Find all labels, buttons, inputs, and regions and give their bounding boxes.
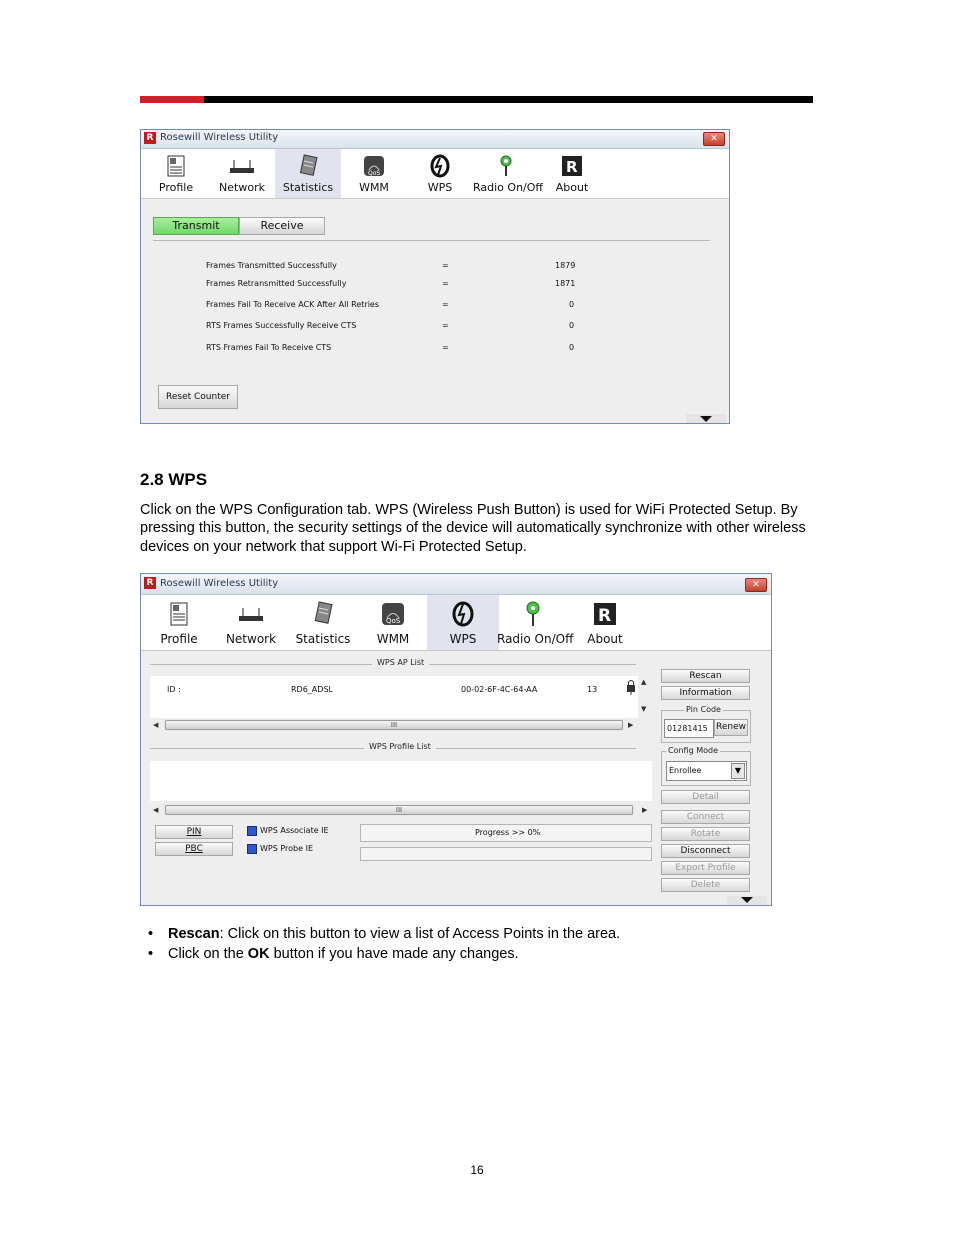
bullet-bold: OK — [247, 946, 270, 962]
ap-list-title: WPS AP List — [372, 658, 429, 667]
tool-wps[interactable] — [407, 149, 473, 198]
stat-equals: = — [442, 300, 449, 309]
wps-icon — [429, 154, 451, 178]
chevron-down-icon[interactable]: ▼ — [731, 763, 745, 779]
tool-profile[interactable] — [143, 149, 209, 198]
tool-label: Profile — [160, 632, 198, 646]
reset-counter-button[interactable]: Reset Counter — [158, 385, 238, 409]
profile-list-title: WPS Profile List — [364, 742, 436, 751]
config-mode-value: Enrollee — [669, 766, 702, 775]
ap-id-label: ID : — [167, 685, 181, 694]
tool-statistics[interactable] — [287, 595, 359, 650]
tool-statistics[interactable] — [275, 149, 341, 198]
config-mode-title: Config Mode — [668, 746, 719, 755]
statistics-icon — [313, 601, 333, 627]
bullet-text: button if you have made any changes. — [269, 946, 519, 962]
stat-value: 0 — [569, 321, 575, 330]
wps-associate-ie-label: WPS Associate IE — [260, 826, 329, 835]
radio-antenna-icon — [525, 600, 541, 628]
tool-label: WPS — [449, 632, 477, 646]
about-r-icon — [561, 155, 583, 177]
svg-text:QoS: QoS — [368, 170, 381, 177]
stat-label: RTS Frames Successfully Receive CTS — [206, 321, 357, 330]
tool-label: WMM — [359, 181, 389, 194]
bullet-item — [148, 924, 620, 944]
tool-label: Radio On/Off — [473, 181, 543, 194]
bullet-item — [148, 944, 620, 964]
pin-code-value: 01281415 — [667, 724, 708, 733]
ap-list-scroll-down-icon[interactable]: ▼ — [641, 705, 647, 713]
stat-value: 1879 — [555, 261, 576, 270]
stat-value: 0 — [569, 343, 575, 352]
tool-wmm[interactable] — [341, 149, 407, 198]
stat-label: Frames Transmitted Successfully — [206, 261, 337, 270]
pin-button[interactable]: PIN — [155, 825, 233, 839]
ap-list-hscroll-thumb[interactable]: III — [165, 720, 623, 730]
tool-label: Network — [225, 632, 277, 646]
lock-icon — [626, 680, 636, 696]
tool-label: Statistics — [295, 632, 351, 646]
profile-list-hscroll-thumb[interactable]: III — [165, 805, 633, 815]
wps-profile-list[interactable] — [150, 761, 652, 801]
svg-text:QoS: QoS — [386, 617, 401, 625]
app-logo-icon: R — [144, 577, 156, 589]
tool-wps[interactable] — [427, 595, 499, 650]
ap-channel: 13 — [587, 685, 598, 694]
tab-divider — [153, 240, 710, 241]
ap-ssid: RD6_ADSL — [291, 685, 333, 694]
stat-equals: = — [442, 343, 449, 352]
export-profile-button[interactable]: Export Profile — [661, 861, 750, 875]
expand-down-icon[interactable] — [727, 896, 767, 905]
title-bar — [141, 130, 729, 149]
section-heading: 2.8 WPS — [140, 470, 208, 489]
profile-icon — [170, 602, 188, 626]
pin-code-title: Pin Code — [686, 705, 721, 714]
stat-value: 1871 — [555, 279, 576, 288]
tool-network[interactable] — [209, 149, 275, 198]
tool-profile[interactable] — [143, 595, 215, 650]
expand-down-icon[interactable] — [686, 414, 726, 423]
wmm-qos-icon — [381, 602, 405, 626]
close-button[interactable]: ✕ — [703, 132, 725, 146]
tool-wmm[interactable] — [357, 595, 429, 650]
connect-button[interactable]: Connect — [661, 810, 750, 824]
statistics-icon — [298, 154, 318, 178]
stat-label: Frames Retransmitted Successfully — [206, 279, 347, 288]
tool-label: WMM — [376, 632, 410, 646]
toolbar — [141, 149, 729, 199]
tool-label: Statistics — [282, 181, 334, 194]
tool-about[interactable] — [539, 149, 605, 198]
radio-antenna-icon — [498, 154, 514, 178]
renew-button[interactable]: Renew — [714, 719, 748, 736]
svg-text:R: R — [566, 158, 578, 176]
tool-radio-on-off[interactable] — [473, 149, 543, 198]
wps-probe-ie-checkbox[interactable] — [247, 844, 257, 854]
bullet-text: Click on the — [168, 946, 248, 962]
ap-list-scroll-right-icon[interactable]: ▶ — [628, 721, 634, 729]
rescan-button[interactable]: Rescan — [661, 669, 750, 683]
progress-box — [360, 824, 652, 842]
profile-icon — [167, 155, 185, 177]
tool-label: About — [587, 632, 623, 646]
header-rule-accent — [140, 96, 204, 103]
bullet-list — [148, 924, 620, 964]
tool-radio-on-off[interactable] — [497, 595, 574, 650]
progress-bar — [360, 847, 652, 861]
wps-window — [140, 573, 772, 906]
svg-text:R: R — [598, 606, 612, 626]
ap-list-scroll-left-icon[interactable]: ◀ — [153, 721, 159, 729]
rotate-button[interactable]: Rotate — [661, 827, 750, 841]
config-mode-select[interactable] — [666, 761, 747, 781]
ap-mac: 00-02-6F-4C-64-AA — [461, 685, 538, 694]
bullet-bold: Rescan — [168, 926, 220, 942]
network-router-icon — [229, 159, 255, 175]
window-title: Rosewill Wireless Utility — [160, 578, 279, 589]
stat-equals: = — [442, 279, 449, 288]
tab-transmit[interactable]: Transmit — [153, 217, 239, 235]
tool-label: Radio On/Off — [497, 632, 574, 646]
tool-network[interactable] — [215, 595, 287, 650]
delete-button[interactable]: Delete — [661, 878, 750, 892]
window-title: Rosewill Wireless Utility — [160, 132, 279, 143]
profile-list-scroll-right-icon[interactable]: ▶ — [642, 806, 648, 814]
pin-code-field[interactable] — [664, 719, 714, 738]
network-router-icon — [238, 607, 264, 623]
tool-label: Network — [219, 181, 265, 194]
close-button[interactable]: ✕ — [745, 578, 767, 592]
detail-button[interactable]: Detail — [661, 790, 750, 804]
tab-receive[interactable]: Receive — [239, 217, 325, 235]
tool-label: Profile — [158, 181, 194, 194]
title-bar — [141, 574, 771, 595]
wmm-qos-icon — [363, 155, 385, 177]
about-r-icon — [593, 602, 617, 626]
ap-list-hscroll[interactable] — [163, 719, 625, 731]
stat-label: RTS Frames Fail To Receive CTS — [206, 343, 332, 352]
profile-list-scroll-left-icon[interactable]: ◀ — [153, 806, 159, 814]
tool-about[interactable] — [569, 595, 641, 650]
profile-list-hscroll[interactable] — [163, 804, 635, 816]
wps-probe-ie-label: WPS Probe IE — [260, 844, 314, 853]
stat-label: Frames Fail To Receive ACK After All Retries — [206, 300, 380, 309]
section-paragraph: Click on the WPS Configuration tab. WPS (Wireless Push Button) is used for WiFi Protected Setup. By pressing this button, the security settings of the device will automatically synchronize with other wireless devices on your network that support Wi-Fi Protected Setup. — [140, 502, 806, 555]
page-number: 16 — [470, 1163, 484, 1177]
stat-value: 0 — [569, 300, 575, 309]
progress-text: Progress >> 0% — [475, 828, 541, 837]
header-rule — [140, 96, 813, 103]
app-logo-icon: R — [144, 132, 156, 144]
wps-ap-list[interactable] — [150, 676, 638, 718]
wps-associate-ie-checkbox[interactable] — [247, 826, 257, 836]
tool-label: About — [555, 181, 589, 194]
tool-label: WPS — [427, 181, 453, 194]
stat-equals: = — [442, 321, 449, 330]
toolbar — [141, 595, 771, 651]
statistics-window — [140, 129, 730, 424]
disconnect-button[interactable]: Disconnect — [661, 844, 750, 858]
pbc-button[interactable]: PBC — [155, 842, 233, 856]
ap-list-scroll-up-icon[interactable]: ▲ — [641, 678, 647, 686]
information-button[interactable]: Information — [661, 686, 750, 700]
bullet-text: : Click on this button to view a list of Access Points in the area. — [219, 926, 621, 942]
wps-icon — [451, 600, 475, 628]
stat-equals: = — [442, 261, 449, 270]
